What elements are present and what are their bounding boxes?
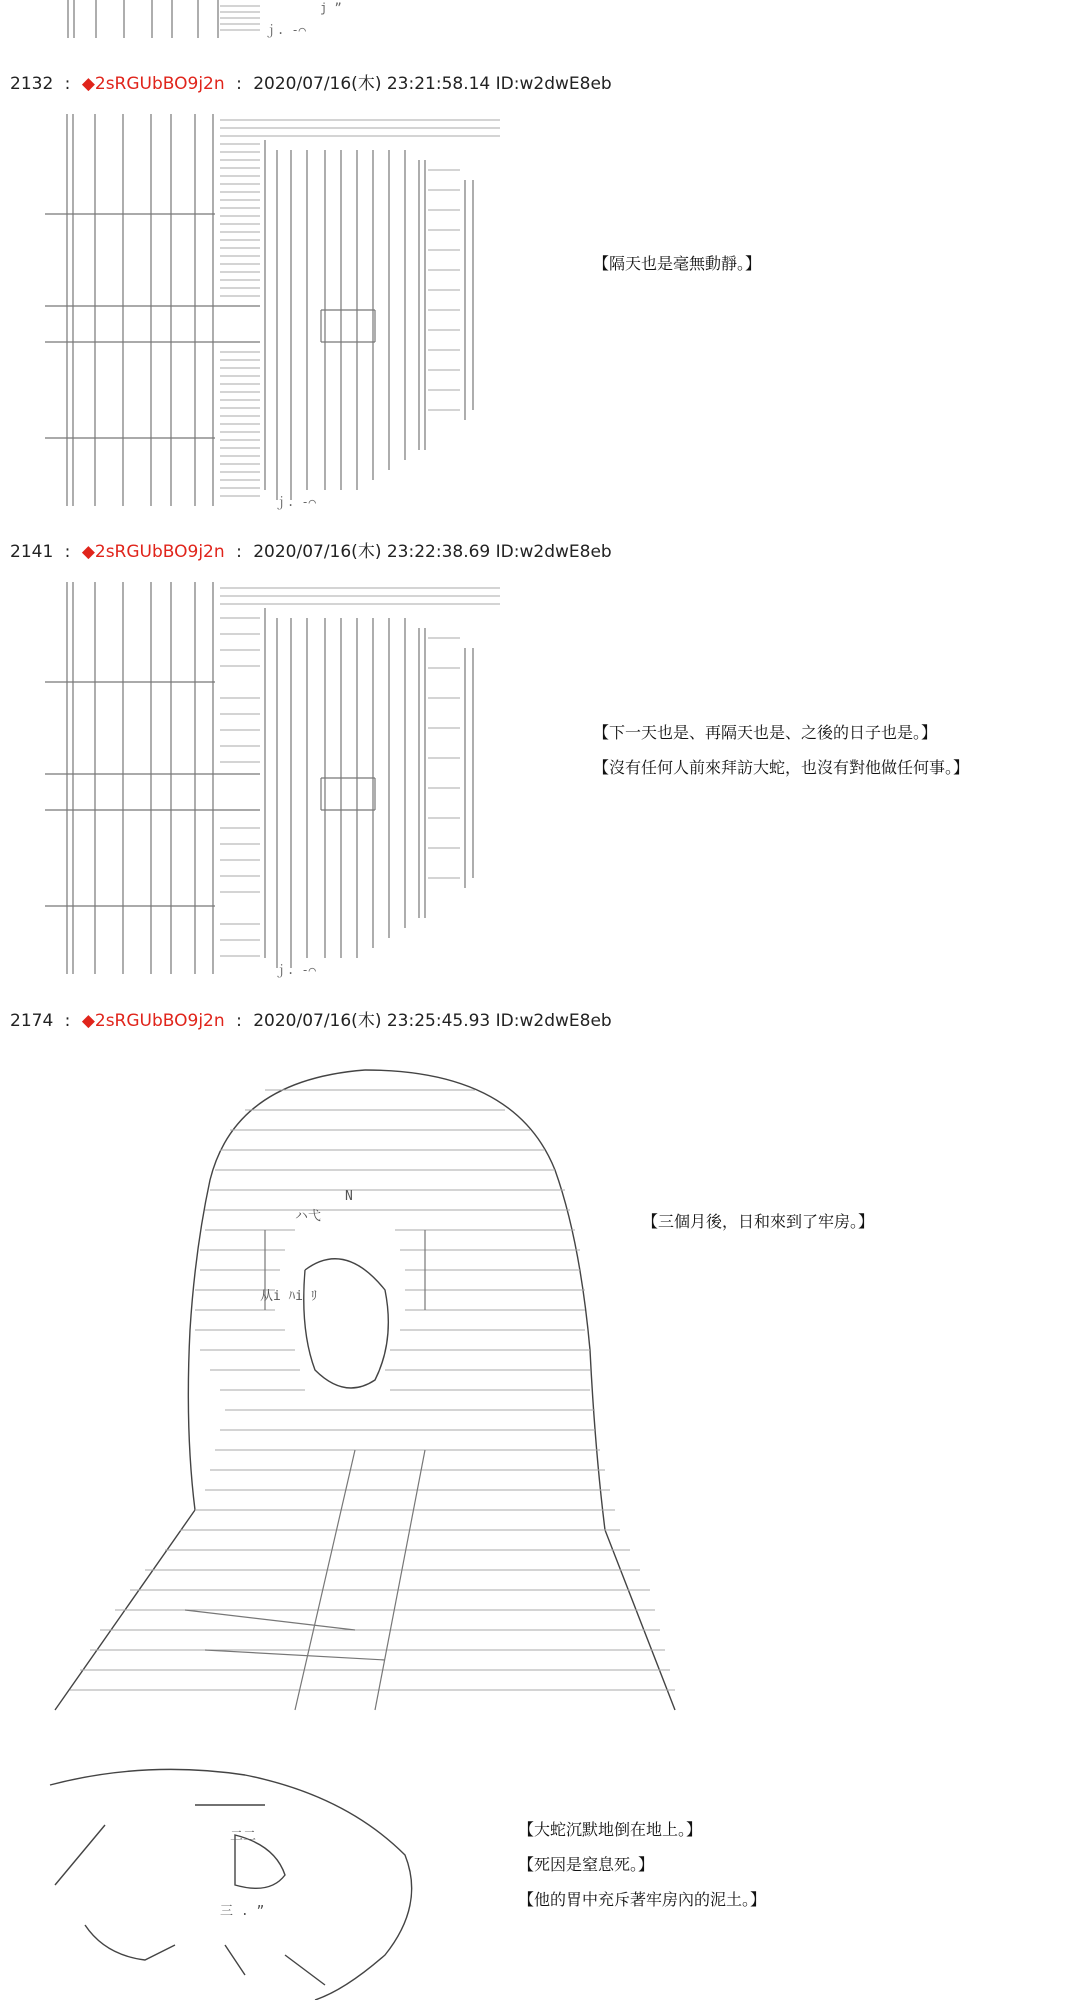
caption-2174 (642, 1212, 874, 1232)
post-id[interactable]: ID:w2dwE8eb (495, 542, 612, 562)
caption-line: 【隔天也是毫無動靜。】 (593, 254, 762, 273)
post-date: 2020/07/16(木) 23:21:58.14 (253, 74, 491, 94)
separator: : (64, 1011, 71, 1031)
caption-2174-b (518, 1820, 766, 1910)
post-author-trip[interactable]: ◆2sRGUbBO9j2n (81, 542, 225, 562)
ascii-art-hooded-figure (45, 1050, 685, 1720)
post-id[interactable]: ID:w2dwE8eb (495, 1011, 612, 1031)
separator: : (64, 74, 71, 94)
post-header-2132 (10, 73, 612, 95)
post-author-trip[interactable]: ◆2sRGUbBO9j2n (81, 1011, 225, 1031)
separator: : (236, 542, 242, 562)
svg-text:ハ弋: ハ弋 (295, 1209, 322, 1224)
ascii-art-fallen-body (45, 1745, 445, 2000)
post-author-trip[interactable]: ◆2sRGUbBO9j2n (81, 74, 225, 94)
post-number: 2132 (10, 74, 54, 94)
svg-text:三 . ”: 三 . ” (220, 1904, 265, 1919)
svg-text:N: N (345, 1189, 353, 1204)
ascii-art-cell-bars-2 (45, 578, 515, 978)
post-number: 2174 (10, 1011, 54, 1031)
caption-line: 【下一天也是、再隔天也是、之後的日子也是。】 (593, 723, 938, 742)
caption-2141 (593, 723, 969, 778)
caption-line: 【他的胃中充斥著牢房內的泥土。】 (518, 1890, 767, 1909)
caption-2132 (593, 254, 761, 274)
svg-text:ｊ. -⌒: ｊ. -⌒ (265, 23, 306, 37)
separator: : (236, 74, 242, 94)
caption-line: 【沒有任何人前來拜訪大蛇，也沒有對他做任何事。】 (593, 758, 970, 777)
ascii-art-cell-bars-1 (45, 110, 515, 510)
separator: : (236, 1011, 242, 1031)
svg-text:ｊ. -⌒: ｊ. -⌒ (275, 495, 316, 509)
post-date: 2020/07/16(木) 23:22:38.69 (253, 542, 491, 562)
post-header-2141 (10, 541, 612, 563)
svg-text:从i ﾊi ﾘ: 从i ﾊi ﾘ (260, 1289, 318, 1304)
svg-text:二二: 二二 (230, 1829, 257, 1844)
caption-line: 【三個月後，日和來到了牢房。】 (642, 1212, 875, 1231)
post-date: 2020/07/16(木) 23:25:45.93 (253, 1011, 491, 1031)
separator: : (64, 542, 71, 562)
caption-line: 【死因是窒息死。】 (518, 1855, 655, 1874)
post-id[interactable]: ID:w2dwE8eb (495, 74, 612, 94)
caption-line: 【大蛇沉默地倒在地上。】 (518, 1820, 703, 1839)
svg-text:j ”: j ” (320, 1, 342, 15)
svg-text:ｊ. -⌒: ｊ. -⌒ (275, 963, 316, 977)
post-header-2174 (10, 1010, 612, 1032)
post-number: 2141 (10, 542, 54, 562)
ascii-art-top-fragment (60, 0, 400, 40)
